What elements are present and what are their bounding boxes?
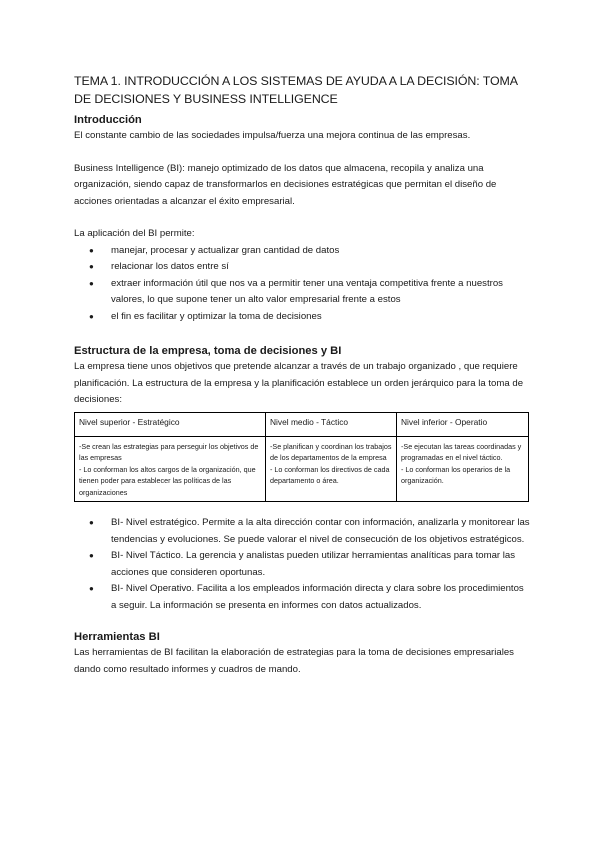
list-item: ● relacionar los datos entre sí — [74, 259, 530, 276]
table-header-cell: Nivel medio - Táctico — [266, 412, 397, 436]
list-item: ● BI- Nivel estratégico. Permite a la alta dirección contar con información, analizarla y monitorear las tendencias y evoluciones. Se puede valorar el nivel de consecución de los objetivos estratégicos. — [89, 517, 530, 545]
intro-section — [74, 112, 530, 325]
bi-levels-list — [74, 515, 530, 614]
list-item: ● BI- Nivel Operativo. Facilita a los empleados información directa y clara sobre los procedimientos a seguir. La información se presenta en informes con datos actualizados. — [89, 583, 524, 611]
table-header-cell: Nivel superior - Estratégico — [75, 412, 266, 436]
tools-heading: Herramientas BI — [74, 631, 160, 643]
list-item: ● manejar, procesar y actualizar gran cantidad de datos — [74, 243, 530, 260]
table-cell: -Se crean las estrategias para perseguir los objetivos de las empresas - Lo conforman los altos cargos de la organización, que tienen poder para establecer las políticas de las organizaciones — [75, 436, 266, 502]
bullet-icon: ● — [89, 551, 94, 560]
structure-heading: Estructura de la empresa, toma de decisiones y BI — [74, 345, 342, 357]
tools-section — [74, 629, 530, 678]
bullet-icon: ● — [89, 518, 94, 527]
intro-heading: Introducción — [74, 114, 142, 126]
structure-paragraph: La empresa tiene unos objetivos que pretende alcanzar a través de un trabajo organizado , que requiere planificación. La estructura de la empresa y la planificación establece un orden jerárquico para la toma de decisiones: — [74, 361, 524, 405]
bi-uses-list — [74, 243, 530, 326]
bullet-icon: ● — [89, 584, 94, 593]
document-page — [74, 72, 530, 678]
bullet-icon: ● — [89, 278, 94, 288]
bullet-icon: ● — [89, 262, 94, 271]
table-cell: -Se planifican y coordinan los trabajos de los departamentos de la empresa - Lo conforman los directivos de cada departamento o área. — [266, 436, 397, 502]
table-header-cell: Nivel inferior - Operatio — [397, 412, 529, 436]
tools-paragraph: Las herramientas de BI facilitan la elaboración de estrategias para la toma de decisiones empresariales dando como resultado informes y cuadros de mando. — [74, 647, 514, 675]
list-item: ● el fin es facilitar y optimizar la toma de decisiones — [74, 309, 530, 326]
list-item: ● BI- Nivel Táctico. La gerencia y analistas pueden utilizar herramientas analíticas para tomar las acciones que consideren oportunas. — [89, 550, 516, 578]
structure-section — [74, 343, 530, 614]
intro-paragraph-1: El constante cambio de las sociedades impulsa/fuerza una mejora continua de las empresas. — [74, 130, 471, 141]
table-cell: -Se ejecutan las tareas coordinadas y programadas en el nivel táctico. - Lo conforman los operarios de la organización. — [397, 436, 529, 502]
table-header-row — [75, 412, 529, 436]
bullet-icon: ● — [89, 311, 94, 321]
intro-paragraph-2: Business Intelligence (BI): manejo optimizado de los datos que almacena, recopila y analiza una organización, siendo capaz de transformarlos en decisiones estratégicas que permitan el diseño de acciones orientadas a alcanzar el éxito empresarial. — [74, 162, 497, 207]
table-row — [75, 436, 529, 502]
list-item: ● extraer información útil que nos va a permitir tener una ventaja competitiva frente a nuestros valores, lo que supone tener un alto valor empresarial frente a estos — [89, 277, 503, 305]
intro-paragraph-3: La aplicación del BI permite: — [74, 228, 195, 239]
bullet-icon: ● — [89, 245, 94, 255]
document-title: TEMA 1. INTRODUCCIÓN A LOS SISTEMAS DE AYUDA A LA DECISIÓN: TOMA DE DECISIONES Y BUSINESS INTELLIGENCE — [74, 74, 518, 106]
levels-table — [74, 412, 529, 503]
